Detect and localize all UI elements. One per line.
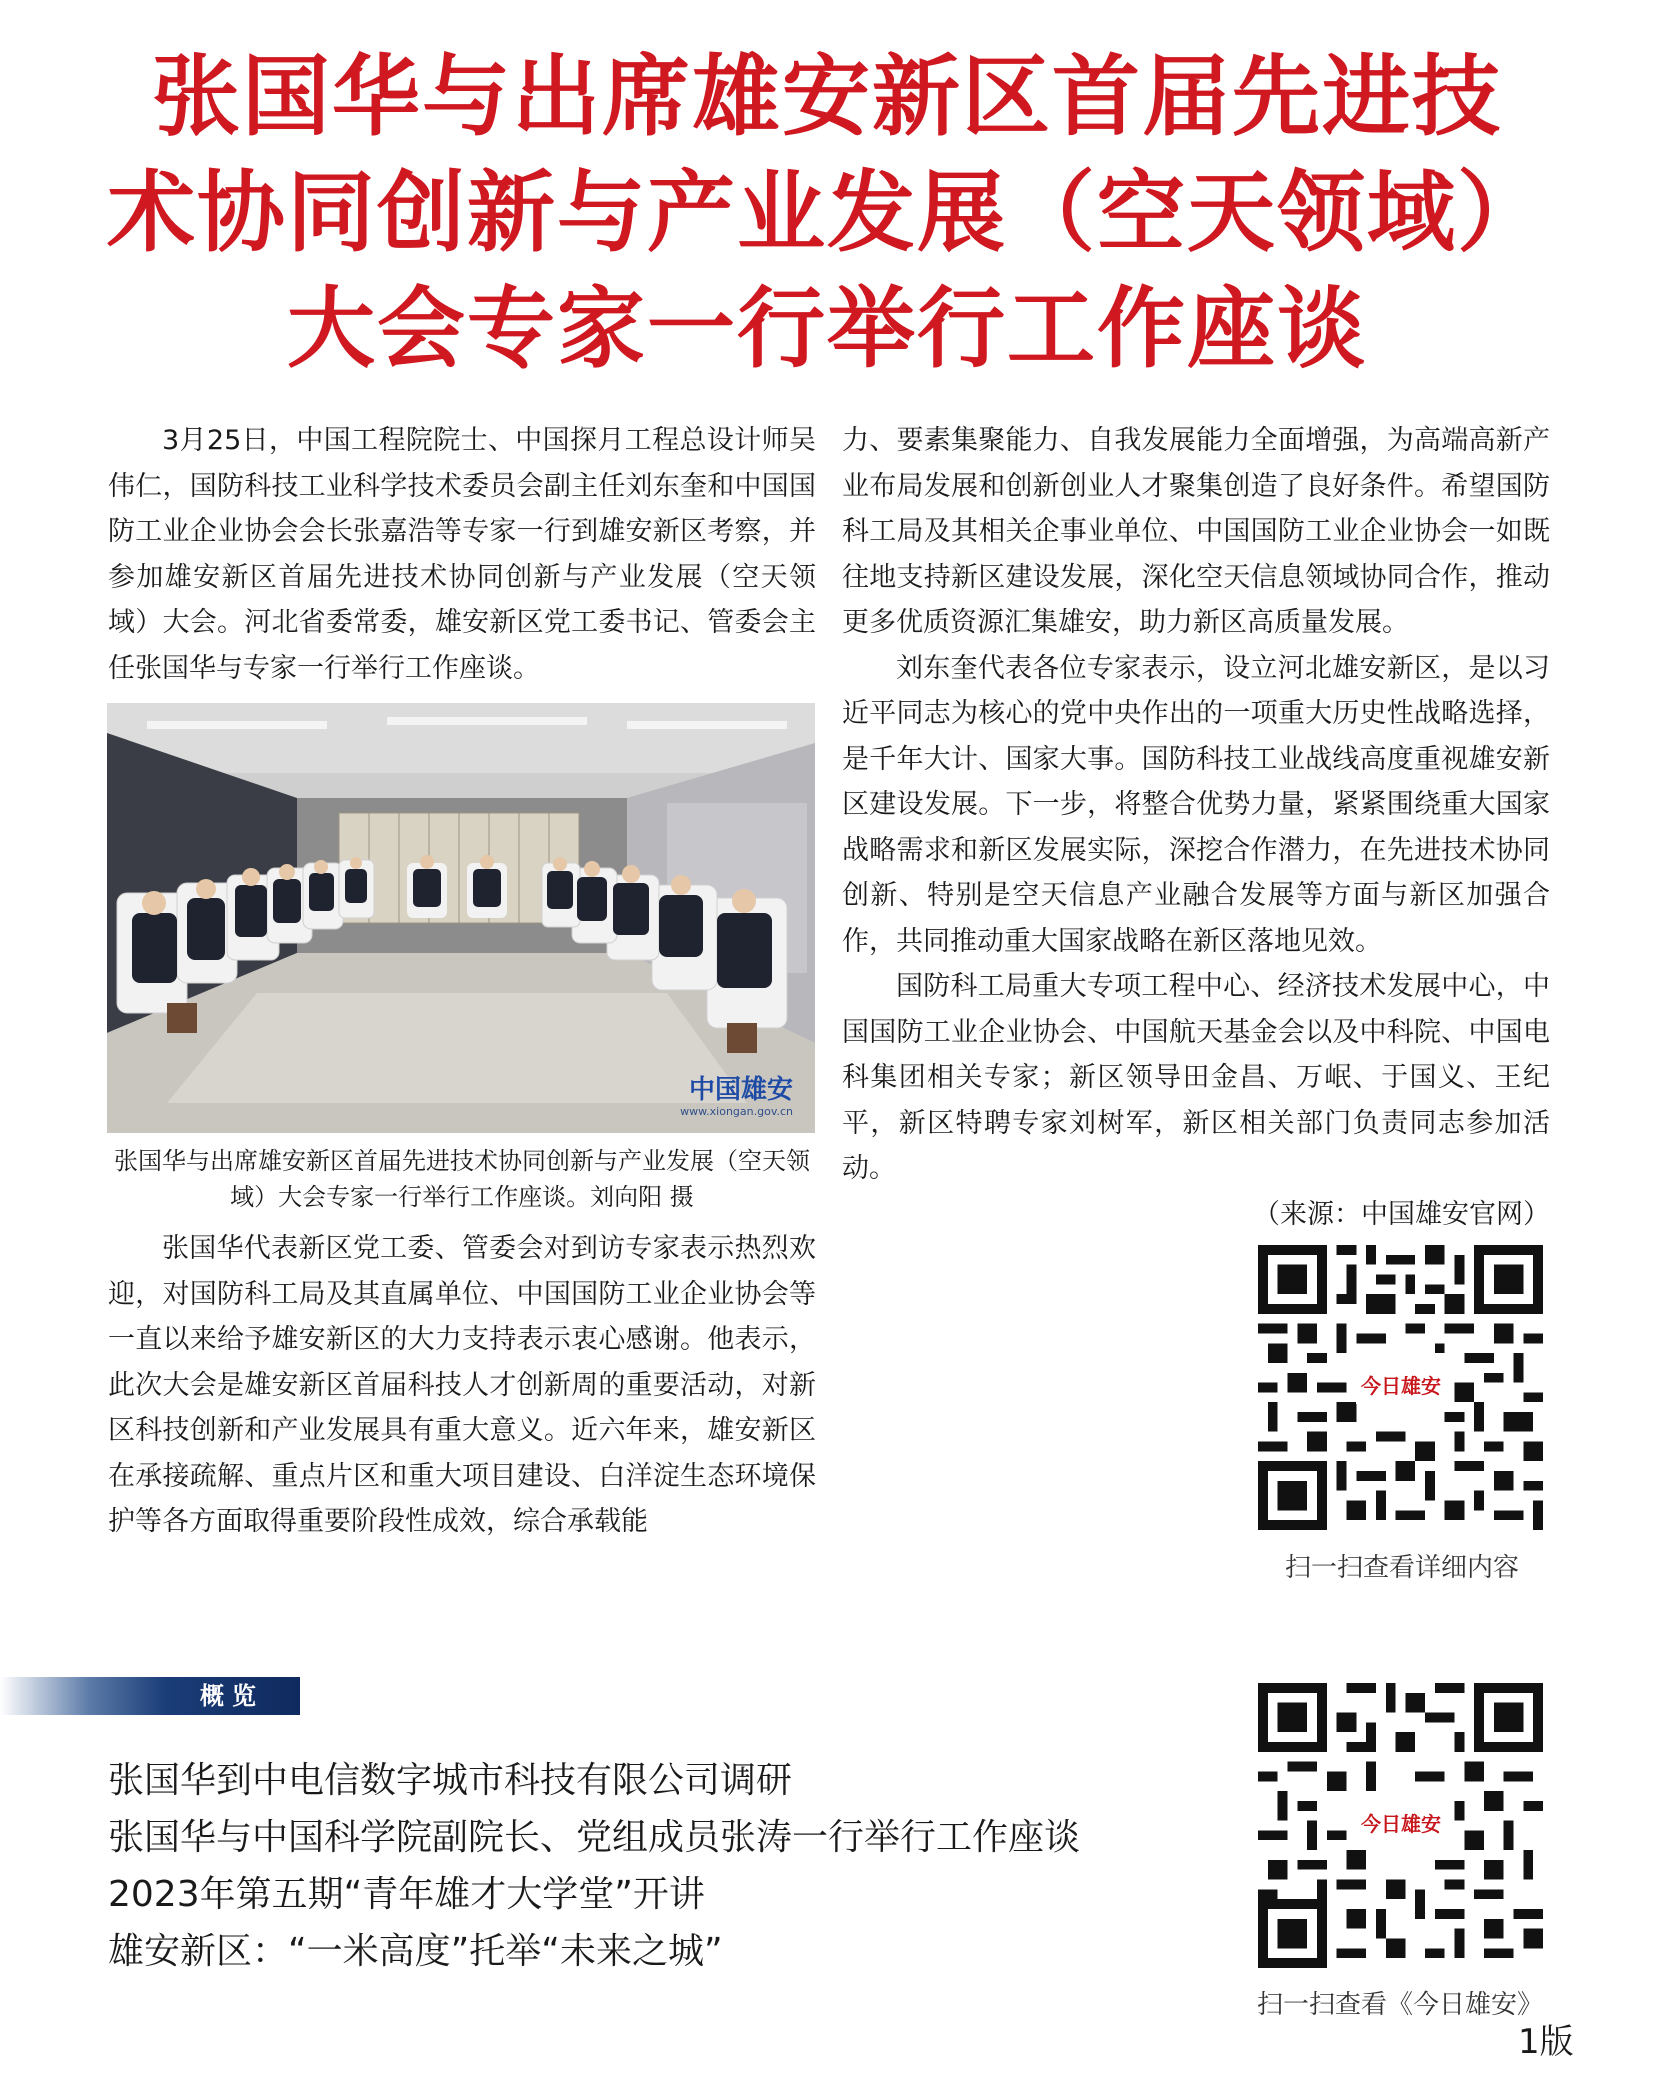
article-paragraph-4: 国防科工局重大专项工程中心、经济技术发展中心，中国国防工业企业协会、中国航天基金会以及中科院、中国电科集团相关专家；新区领导田金昌、万岷、于国义、王纪平，新区特聘专家刘树军，新区相关部门负责同志参加活动。 — [842, 971, 1550, 1184]
photo-watermark-title: 中国雄安 — [688, 1075, 793, 1105]
qr-code-article[interactable] — [1258, 1245, 1543, 1530]
article-source: （来源：中国雄安官网） — [1253, 1198, 1550, 1230]
overview-item[interactable]: 2023年第五期“青年雄才大学堂”开讲 — [108, 1874, 705, 1915]
article-right — [842, 418, 1550, 1237]
article-left-top — [108, 418, 816, 691]
photo-caption: 张国华与出席雄安新区首届先进技术协同创新与产业发展（空天领域）大会专家一行举行工作座谈。刘向阳 摄 — [114, 1147, 810, 1211]
photo-watermark — [680, 1075, 793, 1119]
article-paragraph-2: 张国华代表新区党工委、管委会对到访专家表示热烈欢迎，对国防科工局及其直属单位、中国国防工业企业协会等一直以来给予雄安新区的大力支持表示衷心感谢。他表示，此次大会是雄安新区首届科技人才创新周的重要活动，对新区科技创新和产业发展具有重大意义。近六年来，雄安新区在承接疏解、重点片区和重大项目建设、白洋淀生态环境保护等各方面取得重要阶段性成效，综合承载能 — [108, 1233, 816, 1537]
overview-item[interactable]: 张国华到中电信数字城市科技有限公司调研 — [108, 1760, 793, 1801]
qr-code-newspaper-caption: 扫一扫查看《今日雄安》 — [1256, 1990, 1543, 2020]
qr-code-newspaper[interactable] — [1258, 1683, 1543, 1968]
qr-code-newspaper-label: 今日雄安 — [1356, 1806, 1446, 1842]
photo-watermark-url: www.xiongan.gov.cn — [680, 1105, 793, 1118]
page-number: 1版 — [1518, 2022, 1574, 2062]
headline — [60, 38, 1594, 386]
qr-code-article-caption: 扫一扫查看详细内容 — [1284, 1553, 1519, 1583]
overview-item[interactable]: 张国华与中国科学院副院长、党组成员张涛一行举行工作座谈 — [108, 1817, 1081, 1858]
headline-line-1: 张国华与出席雄安新区首届先进技 — [151, 44, 1502, 148]
meeting-photo-illustration — [107, 703, 815, 1133]
meeting-photo — [107, 703, 815, 1133]
overview-tab-label: 概览 — [200, 1682, 264, 1710]
overview-list — [108, 1752, 1208, 1980]
article-paragraph-1: 3月25日，中国工程院院士、中国探月工程总设计师吴伟仁，国防科技工业科学技术委员会副主任刘东奎和中国国防工业企业协会会长张嘉浩等专家一行到雄安新区考察，并参加雄安新区首届先进技术协同创新与产业发展（空天领域）大会。河北省委常委，雄安新区党工委书记、管委会主任张国华与专家一行举行工作座谈。 — [108, 425, 816, 684]
overview-item[interactable]: 雄安新区：“一米高度”托举“未来之城” — [108, 1931, 723, 1972]
article-left-bottom — [108, 1226, 816, 1545]
headline-line-3: 大会专家一行举行工作座谈 — [286, 276, 1367, 380]
qr-code-article-label: 今日雄安 — [1356, 1368, 1446, 1404]
article-paragraph-3: 刘东奎代表各位专家表示，设立河北雄安新区，是以习近平同志为核心的党中央作出的一项重大历史性战略选择，是千年大计、国家大事。国防科技工业战线高度重视雄安新区建设发展。下一步，将整合优势力量，紧紧围绕重大国家战略需求和新区发展实际，深挖合作潜力，在先进技术协同创新、特别是空天信息产业融合发展等方面与新区加强合作，共同推动重大国家战略在新区落地见效。 — [842, 652, 1550, 957]
headline-line-2: 术协同创新与产业发展（空天领域） — [106, 160, 1547, 264]
overview-tab — [0, 1677, 300, 1715]
article-paragraph-2-continued: 力、要素集聚能力、自我发展能力全面增强，为高端高新产业布局发展和创新创业人才聚集创造了良好条件。希望国防科工局及其相关企事业单位、中国国防工业企业协会一如既往地支持新区建设发展，深化空天信息领域协同合作，推动更多优质资源汇集雄安，助力新区高质量发展。 — [842, 425, 1550, 638]
